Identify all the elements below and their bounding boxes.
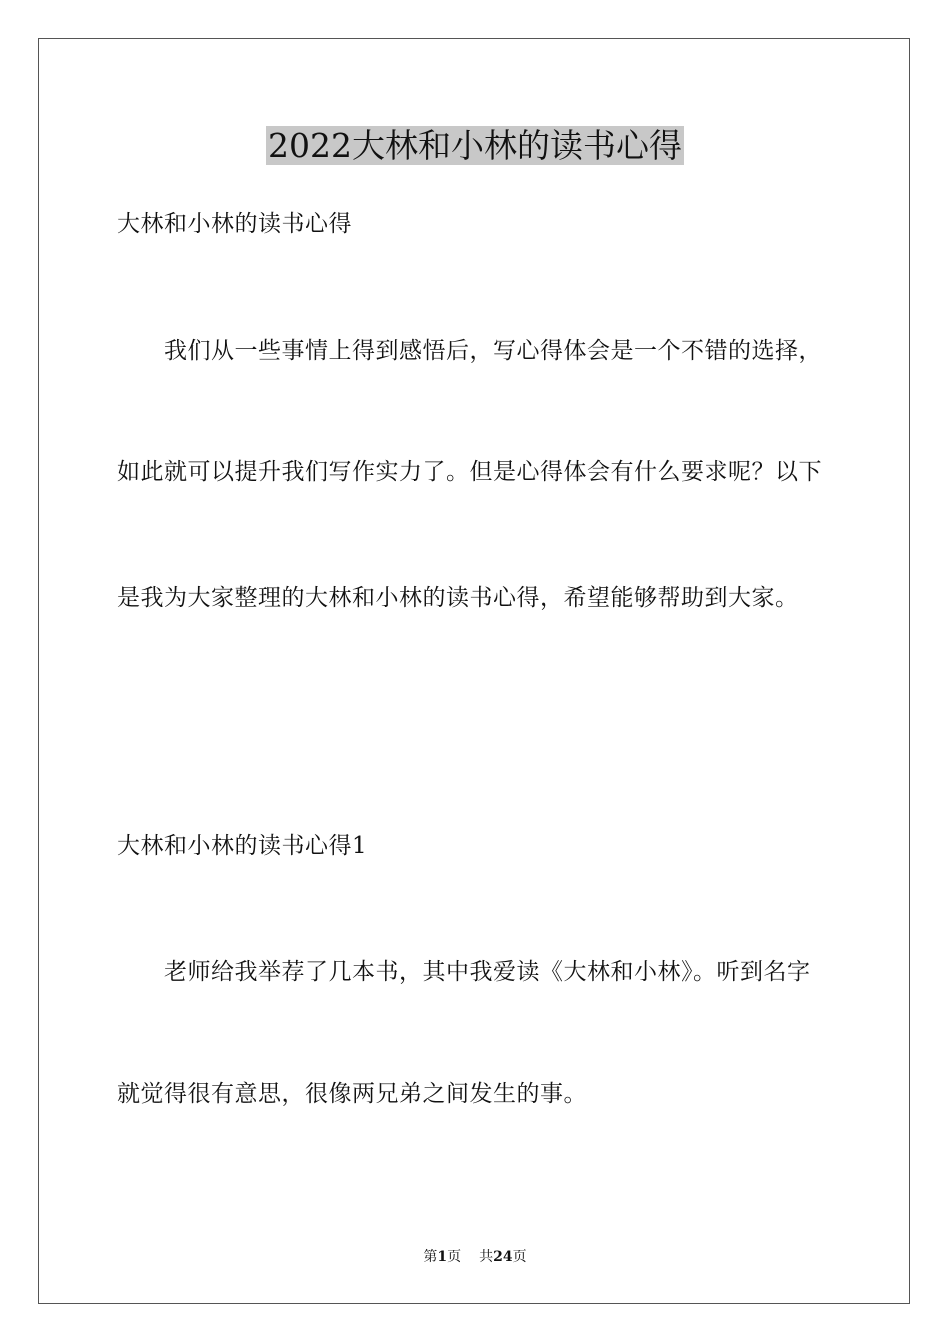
total-suffix: 页	[512, 1249, 527, 1265]
document-title	[0, 124, 950, 168]
paragraph-line: 就觉得很有意思，很像两兄弟之间发生的事。	[117, 1081, 587, 1107]
total-pages: 24	[493, 1249, 513, 1265]
paragraph-line: 我们从一些事情上得到感悟后，写心得体会是一个不错的选择，	[164, 338, 822, 364]
subtitle-line: 大林和小林的读书心得	[117, 211, 352, 237]
paragraph-line: 如此就可以提升我们写作实力了。但是心得体会有什么要求呢？以下	[117, 459, 822, 485]
section-heading: 大林和小林的读书心得1	[117, 833, 368, 859]
page-prefix: 第	[423, 1249, 438, 1265]
page-number: 1	[437, 1249, 448, 1265]
document-title-text: 2022大林和小林的读书心得	[268, 126, 682, 165]
paragraph-line: 是我为大家整理的大林和小林的读书心得，希望能够帮助到大家。	[117, 585, 799, 611]
paragraph-line: 老师给我举荐了几本书，其中我爱读《大林和小林》。听到名字	[164, 959, 811, 985]
page-footer	[0, 1248, 950, 1266]
page-suffix: 页	[447, 1249, 462, 1265]
total-prefix: 共	[479, 1249, 494, 1265]
